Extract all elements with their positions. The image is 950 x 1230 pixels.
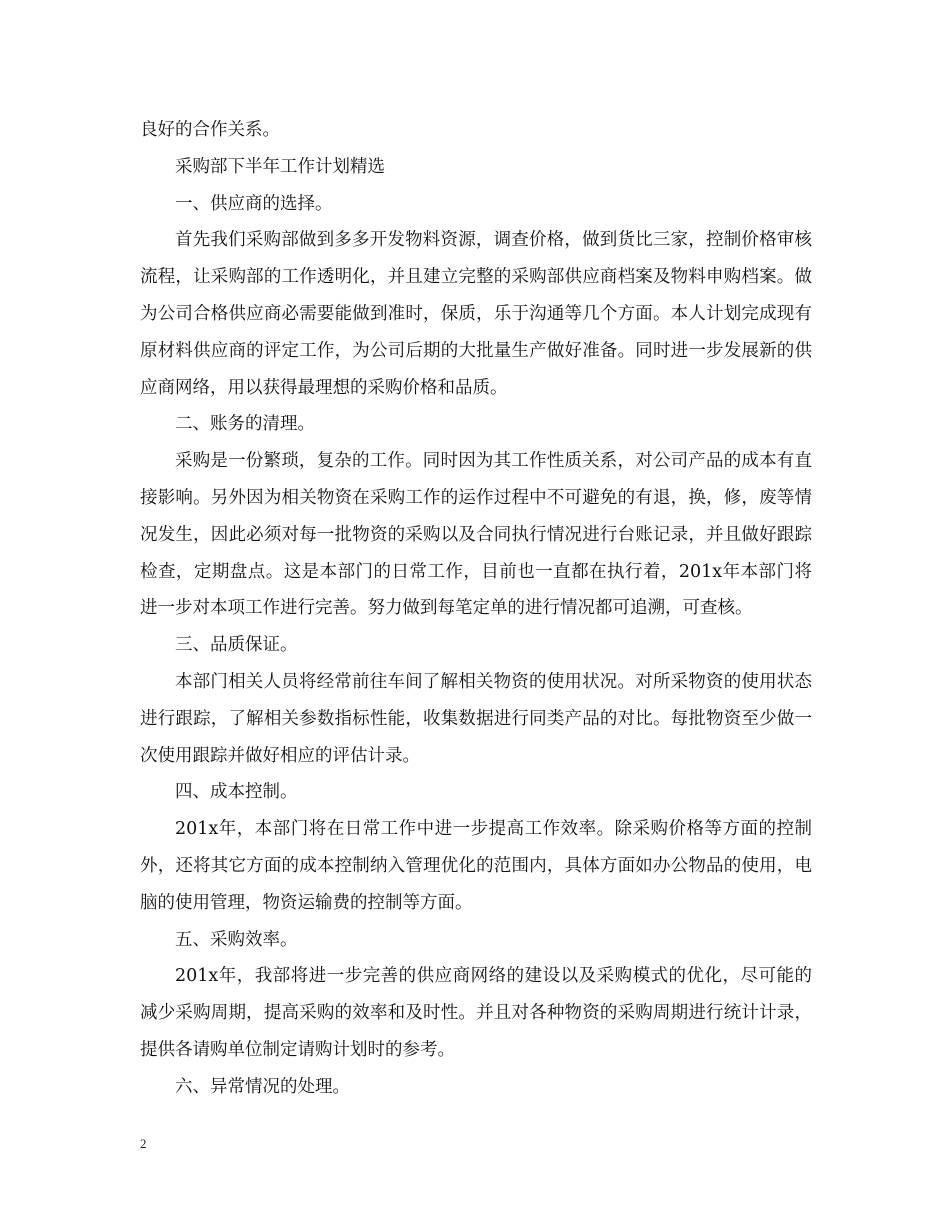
section-heading-exception-handling: 六、异常情况的处理。 <box>175 1076 350 1097</box>
document-body <box>140 112 812 1106</box>
paragraph-continuation: 良好的合作关系。 <box>140 120 280 140</box>
document-title: 采购部下半年工作计划精选 <box>175 156 385 177</box>
paragraph-supplier-selection: 首先我们采购部做到多多开发物料资源，调查价格，做到货比三家，控制价格审核流程，让采购部的工作透明化，并且建立完整的采购部供应商档案及物料申购档案。做为公司合格供应商必需要能做到准时，保质，乐于沟通等几个方面。本人计划完成现有原材料供应商的评定工作，为公司后期的大批量生产做好准备。同时进一步发展新的供应商网络，用以获得最理想的采购价格和品质。 <box>140 230 812 398</box>
section-heading-supplier-selection: 一、供应商的选择。 <box>175 193 333 214</box>
section-heading-quality-assurance: 三、品质保证。 <box>175 635 298 656</box>
paragraph-purchasing-efficiency: 201x年，我部将进一步完善的供应商网络的建设以及采购模式的优化，尽可能的减少采购周期，提高采购的效率和及时性。并且对各种物资的采购周期进行统计计录，提供各请购单位制定请购计划时的参考。 <box>140 966 812 1060</box>
paragraph-cost-control: 201x年，本部门将在日常工作中进一步提高工作效率。除采购价格等方面的控制外，还将其它方面的成本控制纳入管理优化的范围内，具体方面如办公物品的使用，电脑的使用管理，物资运输费的控制等方面。 <box>140 819 812 913</box>
section-heading-purchasing-efficiency: 五、采购效率。 <box>175 929 298 950</box>
paragraph-quality-assurance: 本部门相关人员将经常前往车间了解相关物资的使用状况。对所采物资的使用状态进行跟踪，了解相关参数指标性能，收集数据进行同类产品的对比。每批物资至少做一次使用跟踪并做好相应的评估计录。 <box>140 671 812 766</box>
paragraph-account-cleanup: 采购是一份繁琐，复杂的工作。同时因为其工作性质关系，对公司产品的成本有直接影响。另外因为相关物资在采购工作的运作过程中不可避免的有退，换，修，废等情况发生，因此必须对每一批物资的采购以及合同执行情况进行台账记录，并且做好跟踪检查，定期盘点。这是本部门的日常工作，目前也一直都在执行着，201x年本部门将进一步对本项工作进行完善。努力做到每笔定单的进行情况都可追溯，可查核。 <box>140 451 812 619</box>
section-heading-cost-control: 四、成本控制。 <box>175 782 298 803</box>
page-number: 2 <box>140 1136 147 1151</box>
section-heading-account-cleanup: 二、账务的清理。 <box>175 414 315 435</box>
